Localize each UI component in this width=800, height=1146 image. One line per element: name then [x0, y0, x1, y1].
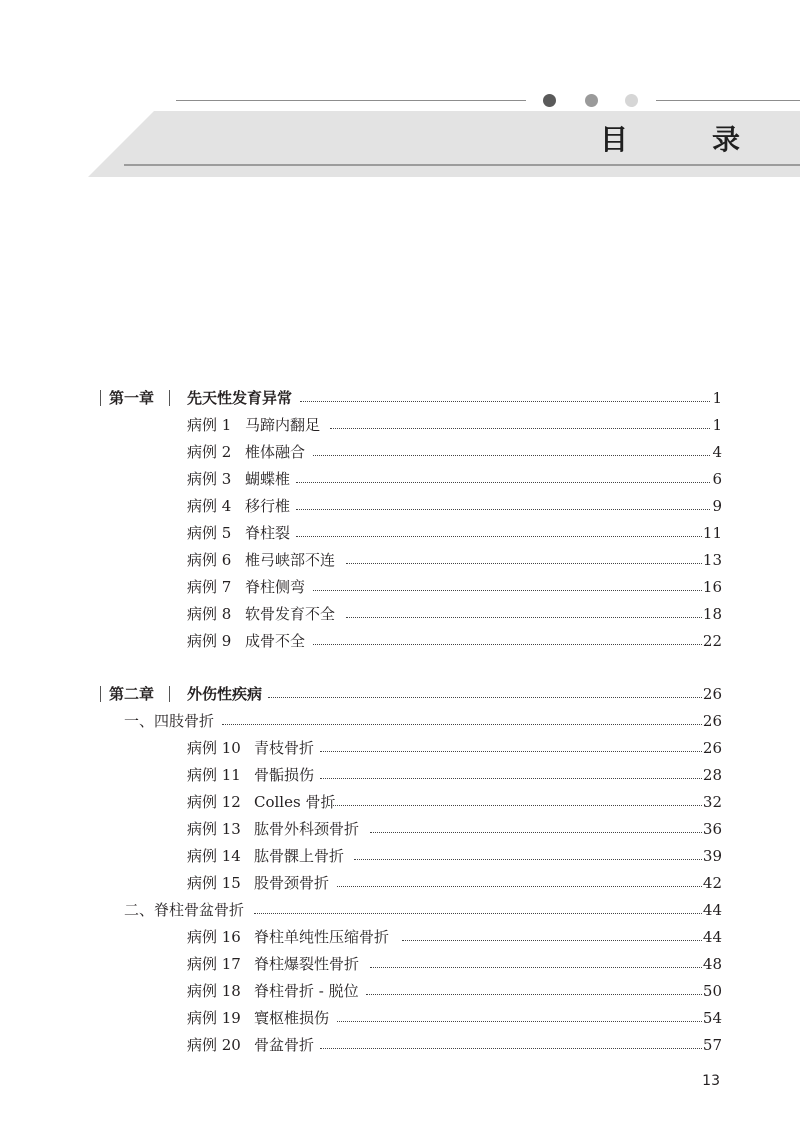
- page-ref: 4: [712, 443, 722, 461]
- toc-chapter-2[interactable]: [0, 682, 800, 708]
- chapter-title: 外伤性疾病: [187, 685, 263, 703]
- case-number: 病例 1: [187, 416, 232, 434]
- page-ref: 36: [702, 820, 722, 838]
- toc-entry[interactable]: [0, 440, 800, 466]
- case-title: 青枝骨折: [254, 739, 315, 757]
- page-ref: 54: [702, 1009, 722, 1027]
- case-number: 病例 6: [187, 551, 232, 569]
- toc-entry[interactable]: [0, 952, 800, 978]
- toc-entry[interactable]: [0, 1033, 800, 1059]
- toc-entry[interactable]: [0, 575, 800, 601]
- section-title: 二、脊柱骨盆骨折: [124, 901, 245, 919]
- page-ref: 18: [702, 605, 722, 623]
- leader-dots: [300, 401, 710, 402]
- leader-dots: [346, 617, 702, 618]
- toc-entry[interactable]: [0, 790, 800, 816]
- leader-dots: [268, 697, 702, 698]
- leader-dots: [328, 805, 702, 806]
- case-number: 病例 9: [187, 632, 232, 650]
- case-number: 病例 8: [187, 605, 232, 623]
- case-number: 病例 19: [187, 1009, 241, 1027]
- page-ref: 1: [712, 389, 722, 407]
- case-title: 脊柱骨折 - 脱位: [254, 982, 359, 1000]
- leader-dots: [313, 644, 702, 645]
- case-number: 病例 7: [187, 578, 232, 596]
- toc-entry[interactable]: [0, 602, 800, 628]
- case-title: 肱骨外科颈骨折: [254, 820, 360, 838]
- page-ref: 16: [702, 578, 722, 596]
- leader-dots: [354, 859, 702, 860]
- case-title: 成骨不全: [245, 632, 306, 650]
- case-title: 移行椎: [245, 497, 291, 515]
- case-number: 病例 10: [187, 739, 241, 757]
- leader-dots: [313, 590, 702, 591]
- leader-dots: [402, 940, 702, 941]
- page-ref: 39: [702, 847, 722, 865]
- page-ref: 50: [702, 982, 722, 1000]
- toc-entry[interactable]: [0, 467, 800, 493]
- toc-entry[interactable]: [0, 1006, 800, 1032]
- page-ref: 57: [702, 1036, 722, 1054]
- toc-entry[interactable]: [0, 763, 800, 789]
- page-ref: 48: [702, 955, 722, 973]
- page-ref: 42: [702, 874, 722, 892]
- chapter-title: 先天性发育异常: [187, 389, 293, 407]
- page-ref: 1: [712, 416, 722, 434]
- case-number: 病例 12: [187, 793, 241, 811]
- leader-dots: [320, 751, 702, 752]
- leader-dots: [313, 455, 710, 456]
- page-ref: 26: [702, 712, 722, 730]
- leader-dots: [366, 994, 702, 995]
- case-title: 脊柱裂: [245, 524, 291, 542]
- case-number: 病例 15: [187, 874, 241, 892]
- toc-entry[interactable]: [0, 629, 800, 655]
- leader-dots: [346, 563, 702, 564]
- page-ref: 9: [712, 497, 722, 515]
- page-ref: 26: [702, 685, 722, 703]
- toc-entry[interactable]: [0, 736, 800, 762]
- case-number: 病例 5: [187, 524, 232, 542]
- chapter-number: 第一章: [109, 389, 155, 407]
- case-title: 骨盆骨折: [254, 1036, 315, 1054]
- header-rule-right: [656, 100, 800, 101]
- toc-entry[interactable]: [0, 871, 800, 897]
- case-number: 病例 11: [187, 766, 241, 784]
- toc-chapter-1[interactable]: [0, 386, 800, 412]
- section-title: 一、四肢骨折: [124, 712, 215, 730]
- chapter-number: 第二章: [109, 685, 155, 703]
- case-number: 病例 20: [187, 1036, 241, 1054]
- leader-dots: [320, 1048, 702, 1049]
- case-title: 蝴蝶椎: [245, 470, 291, 488]
- page-ref: 6: [712, 470, 722, 488]
- case-title: 椎体融合: [245, 443, 306, 461]
- leader-dots: [320, 778, 702, 779]
- page-ref: 26: [702, 739, 722, 757]
- toc-entry[interactable]: [0, 548, 800, 574]
- case-number: 病例 3: [187, 470, 232, 488]
- leader-dots: [370, 967, 702, 968]
- page-ref: 11: [702, 524, 722, 542]
- case-title: 脊柱单纯性压缩骨折: [254, 928, 390, 946]
- page-ref: 44: [702, 928, 722, 946]
- header-rule-left: [176, 100, 526, 101]
- case-number: 病例 2: [187, 443, 232, 461]
- case-number: 病例 16: [187, 928, 241, 946]
- case-number: 病例 14: [187, 847, 241, 865]
- toc-entry[interactable]: [0, 817, 800, 843]
- leader-dots: [330, 428, 710, 429]
- case-number: 病例 17: [187, 955, 241, 973]
- chapter-bar-left: [100, 686, 101, 702]
- page-ref: 28: [702, 766, 722, 784]
- case-title: 椎弓峡部不连: [245, 551, 336, 569]
- case-title: 骨骺损伤: [254, 766, 315, 784]
- case-title: 脊柱侧弯: [245, 578, 306, 596]
- case-title: 马蹄内翻足: [245, 416, 321, 434]
- case-title: Colles 骨折: [254, 793, 336, 811]
- toc-entry[interactable]: [0, 979, 800, 1005]
- page-number: 13: [702, 1073, 720, 1089]
- header-dot-mid: [585, 94, 598, 107]
- case-number: 病例 18: [187, 982, 241, 1000]
- case-title: 股骨颈骨折: [254, 874, 330, 892]
- toc-entry[interactable]: [0, 521, 800, 547]
- page-ref: 32: [702, 793, 722, 811]
- case-number: 病例 13: [187, 820, 241, 838]
- chapter-bar-right: [169, 390, 170, 406]
- toc-entry[interactable]: [0, 844, 800, 870]
- leader-dots: [370, 832, 702, 833]
- toc-entry[interactable]: [0, 413, 800, 439]
- leader-dots: [222, 724, 702, 725]
- case-title: 寰枢椎损伤: [254, 1009, 330, 1027]
- chapter-bar-left: [100, 390, 101, 406]
- page-ref: 44: [702, 901, 722, 919]
- case-title: 软骨发育不全: [245, 605, 336, 623]
- leader-dots: [296, 536, 702, 537]
- header-band-rule: [124, 164, 800, 166]
- case-title: 脊柱爆裂性骨折: [254, 955, 360, 973]
- header-dot-light: [625, 94, 638, 107]
- page-title: [600, 118, 740, 158]
- page-ref: 13: [702, 551, 722, 569]
- toc-section-2[interactable]: [0, 898, 800, 924]
- page-title-char-2: 录: [711, 123, 740, 156]
- case-number: 病例 4: [187, 497, 232, 515]
- leader-dots: [337, 886, 702, 887]
- page-ref: 22: [702, 632, 722, 650]
- toc-entry[interactable]: [0, 494, 800, 520]
- toc-entry[interactable]: [0, 925, 800, 951]
- toc-section-1[interactable]: [0, 709, 800, 735]
- leader-dots: [337, 1021, 702, 1022]
- page-title-char-1: 目: [600, 123, 629, 156]
- header-dot-dark: [543, 94, 556, 107]
- leader-dots: [254, 913, 702, 914]
- case-title: 肱骨髁上骨折: [254, 847, 345, 865]
- chapter-bar-right: [169, 686, 170, 702]
- leader-dots: [296, 509, 710, 510]
- leader-dots: [296, 482, 710, 483]
